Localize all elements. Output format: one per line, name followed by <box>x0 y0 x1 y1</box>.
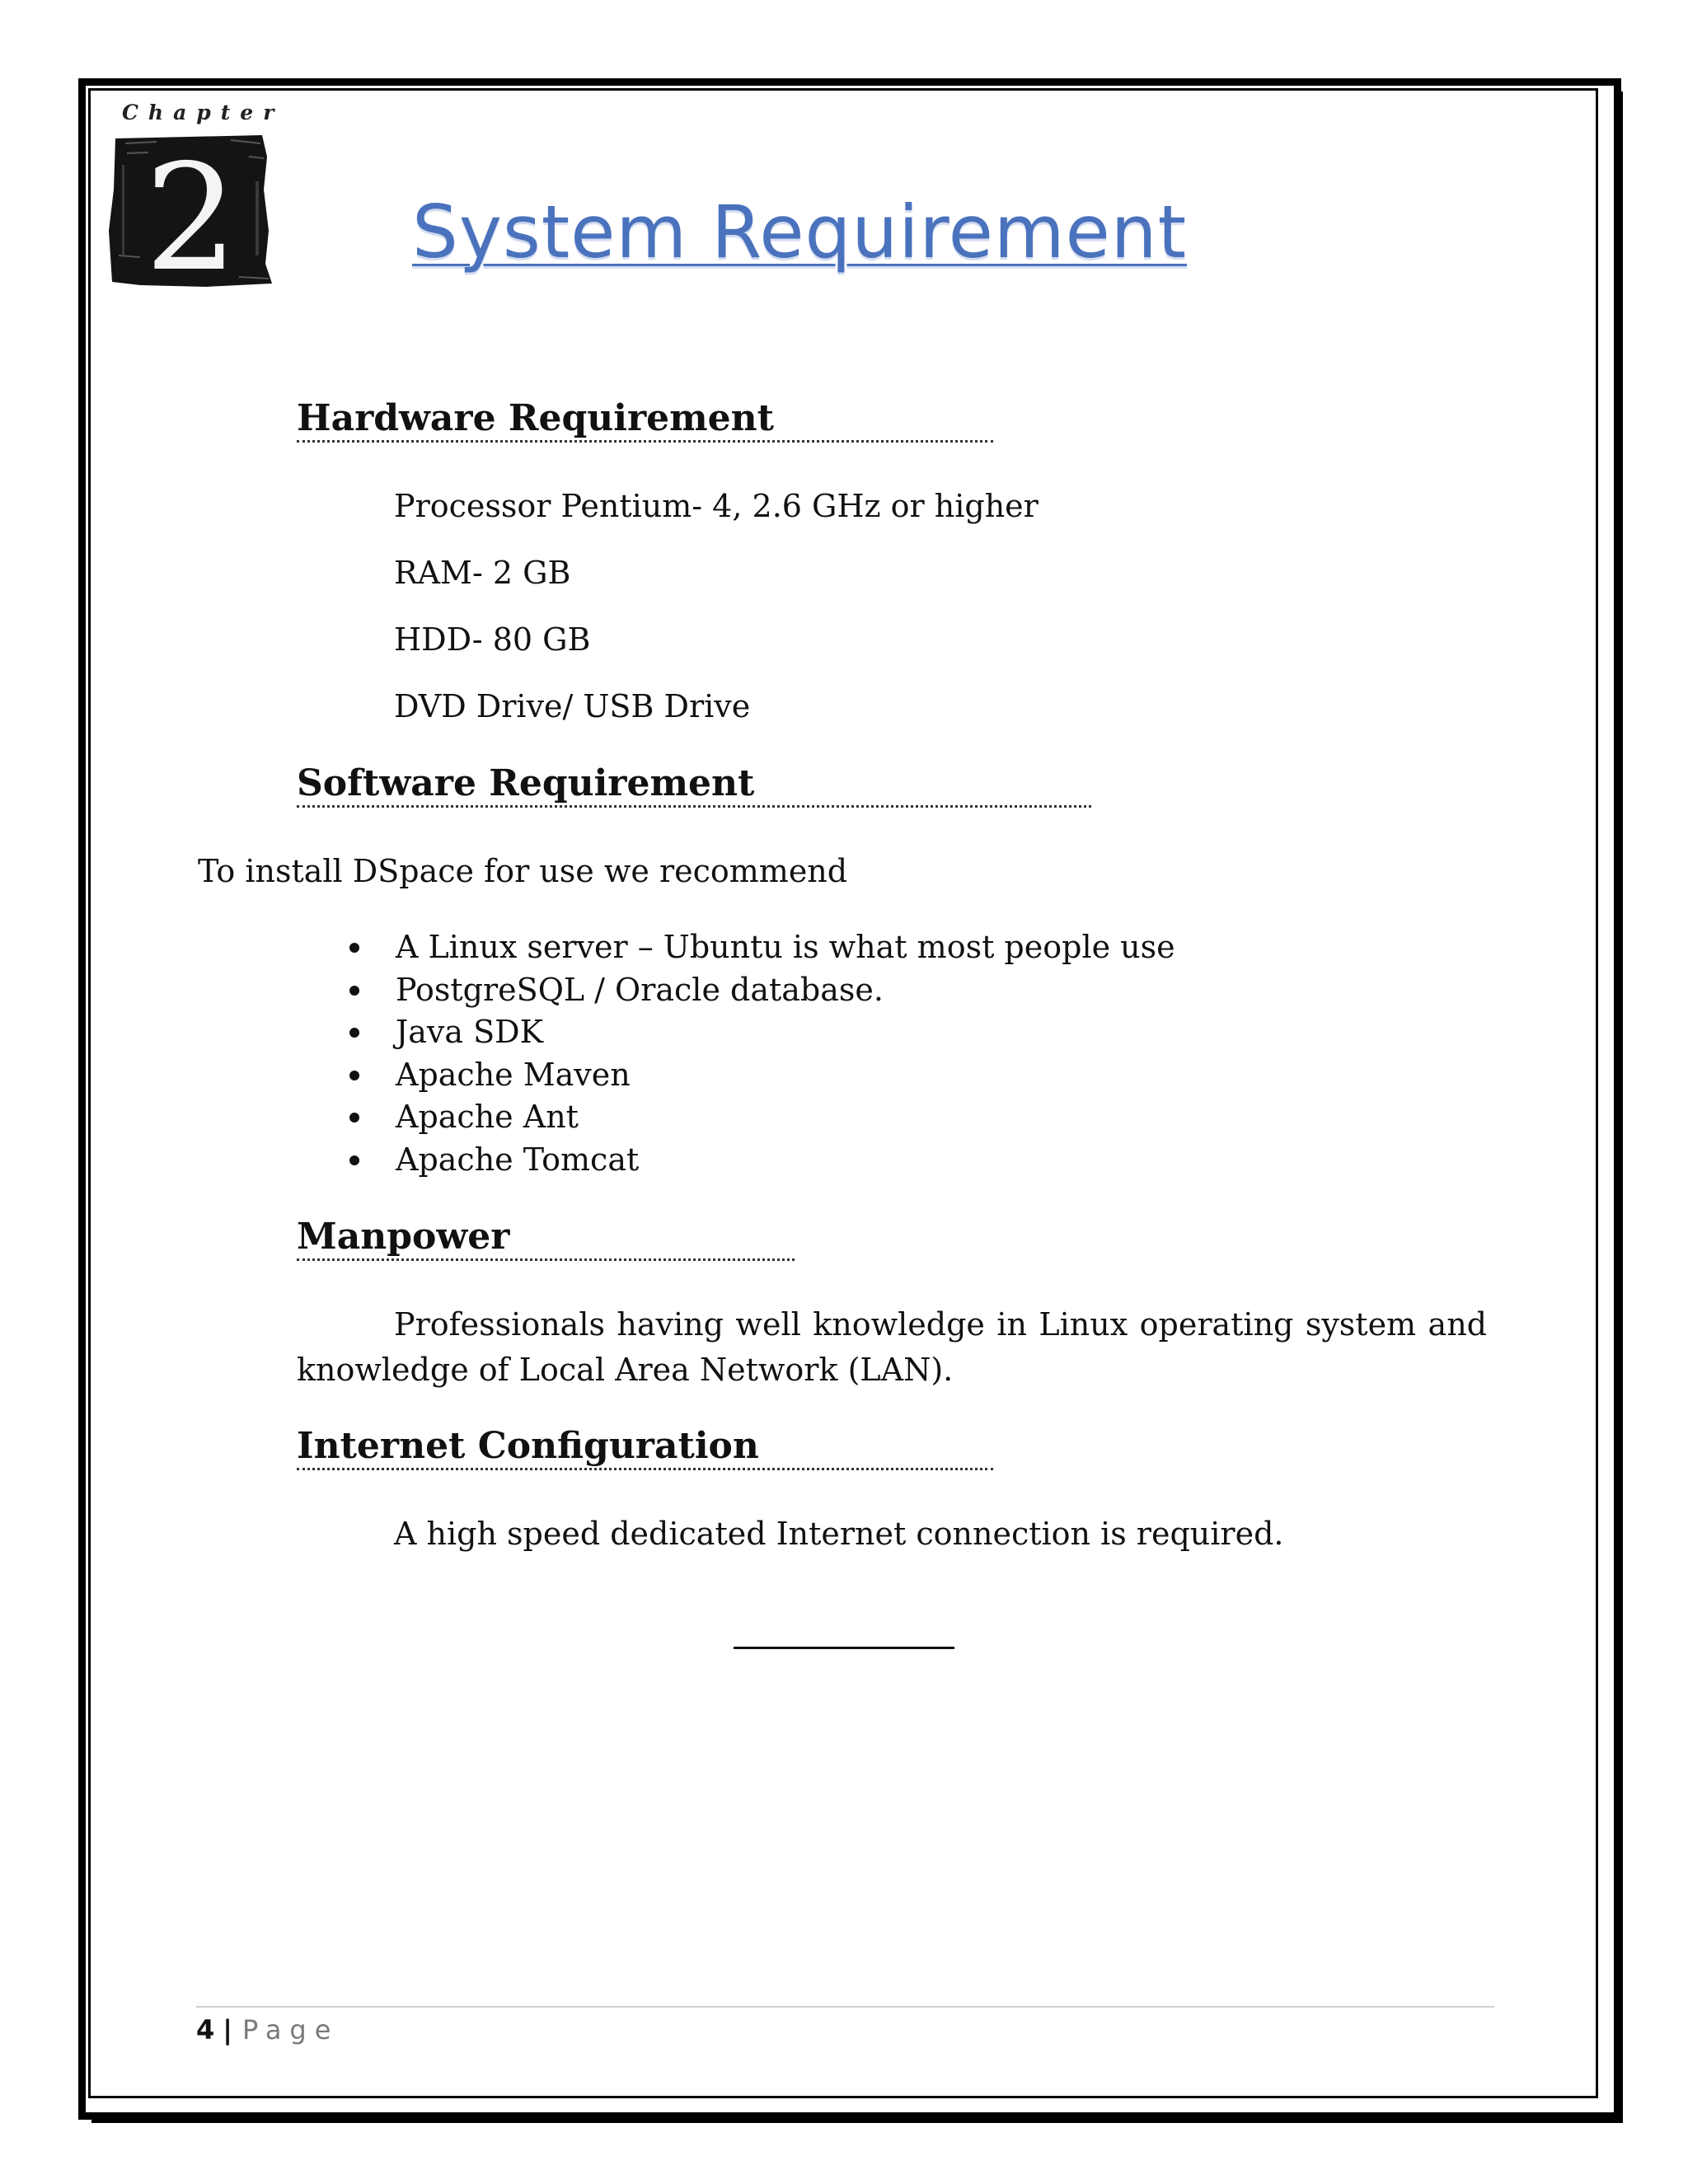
bullet-icon <box>349 943 359 953</box>
software-list <box>346 926 1175 1182</box>
software-heading: Software Requirement <box>297 762 1091 808</box>
software-intro: To install DSpace for use we recommend <box>198 853 848 889</box>
bullet-icon <box>349 1113 359 1122</box>
bullet-icon <box>349 986 359 996</box>
footer-divider <box>196 2006 1494 2008</box>
hardware-item: RAM- 2 GB <box>394 555 571 591</box>
chapter-number-badge <box>107 132 277 288</box>
list-item: Apache Ant <box>346 1096 1175 1139</box>
list-item: A Linux server – Ubuntu is what most people use <box>346 926 1175 969</box>
list-item: Java SDK <box>346 1011 1175 1054</box>
page-word: Page <box>241 2014 340 2046</box>
page-title: System Requirement <box>412 190 1188 274</box>
hardware-item: DVD Drive/ USB Drive <box>394 688 751 724</box>
bullet-icon <box>349 1028 359 1038</box>
footer-separator: | <box>223 2014 232 2046</box>
page-footer <box>196 2013 339 2046</box>
page-number: 4 <box>196 2014 215 2046</box>
bullet-icon <box>349 1071 359 1080</box>
list-item: Apache Maven <box>346 1054 1175 1097</box>
hardware-item: Processor Pentium- 4, 2.6 GHz or higher <box>394 488 1039 524</box>
list-item: Apache Tomcat <box>346 1139 1175 1182</box>
chapter-label: Chapter <box>122 101 284 124</box>
hardware-heading: Hardware Requirement <box>297 397 993 443</box>
end-divider <box>734 1647 954 1649</box>
internet-text: A high speed dedicated Internet connection is required. <box>394 1516 1284 1552</box>
list-item: PostgreSQL / Oracle database. <box>346 969 1175 1012</box>
bullet-icon <box>349 1155 359 1165</box>
chapter-number: 2 <box>144 133 238 288</box>
internet-heading: Internet Configuration <box>297 1425 993 1470</box>
manpower-text: Professionals having well knowledge in Linux operating system and knowledge of Local Area Network (LAN). <box>297 1306 1487 1388</box>
hardware-item: HDD- 80 GB <box>394 621 591 658</box>
manpower-heading: Manpower <box>297 1216 795 1261</box>
